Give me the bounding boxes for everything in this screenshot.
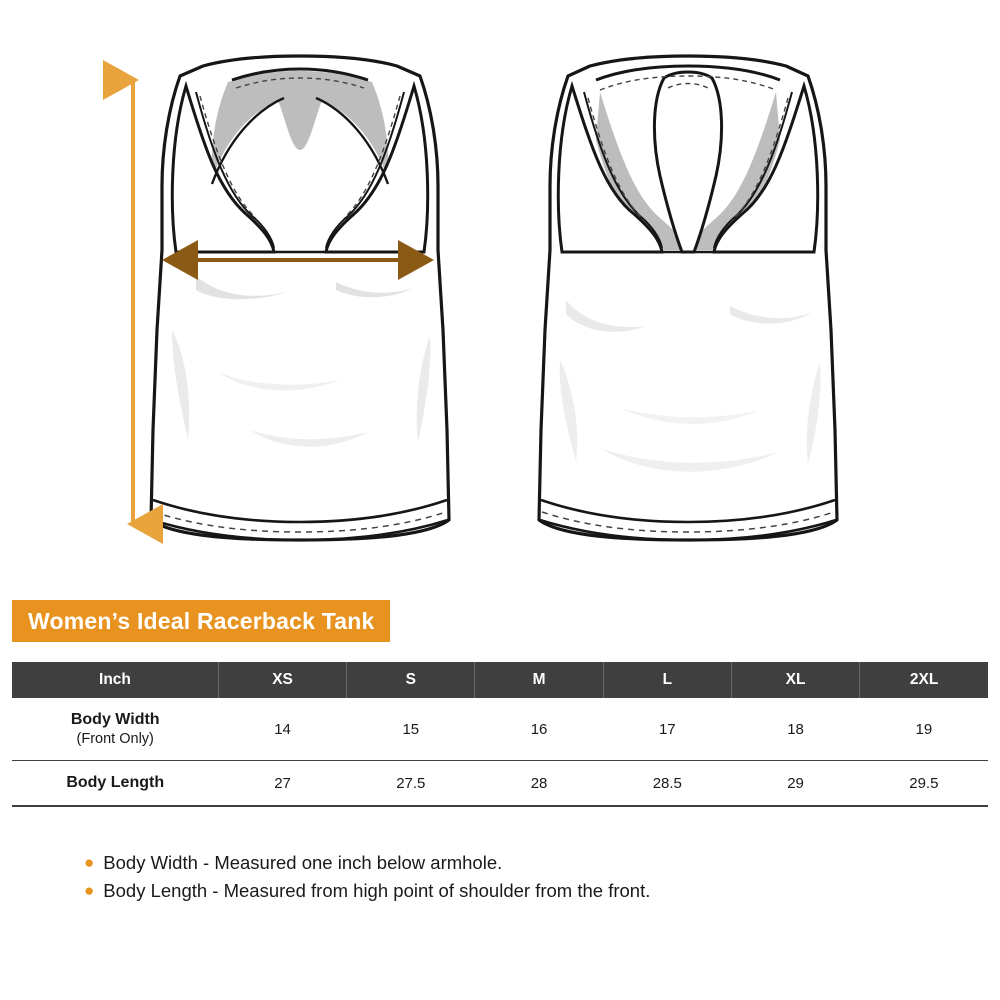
row-header-body-width [12, 698, 218, 761]
table-row [12, 761, 988, 807]
bullet-icon: ● [84, 853, 95, 872]
page-title-text: Women’s Ideal Racerback Tank [28, 607, 375, 634]
cell-body-width-s: 15 [347, 698, 475, 761]
note-item [84, 852, 964, 874]
note-item [84, 880, 964, 902]
tank-front-view [151, 56, 449, 540]
cell-body-length-xs: 27 [218, 761, 346, 807]
cell-body-length-2xl: 29.5 [860, 761, 988, 807]
cell-body-width-m: 16 [475, 698, 603, 761]
row-header-body-length: Body Length [12, 761, 218, 807]
bullet-icon: ● [84, 881, 95, 900]
page-title [12, 600, 390, 642]
note-text: Body Width - Measured one inch below armhole. [103, 852, 503, 873]
column-header-m: M [475, 662, 603, 698]
cell-body-width-2xl: 19 [860, 698, 988, 761]
row-sublabel: (Front Only) [76, 731, 154, 747]
column-header-xs: XS [218, 662, 346, 698]
table-header-row [12, 662, 988, 698]
cell-body-width-l: 17 [603, 698, 731, 761]
measurement-notes [84, 852, 964, 908]
column-header-2xl: 2XL [860, 662, 988, 698]
cell-body-width-xl: 18 [731, 698, 859, 761]
cell-body-length-xl: 29 [731, 761, 859, 807]
table-row [12, 698, 988, 761]
column-header-l: L [603, 662, 731, 698]
cell-body-length-l: 28.5 [603, 761, 731, 807]
row-label: Body Width [70, 711, 160, 728]
note-text: Body Length - Measured from high point of shoulder from the front. [103, 880, 651, 901]
column-header-unit: Inch [12, 662, 218, 698]
cell-body-width-xs: 14 [218, 698, 346, 761]
size-chart-table [12, 662, 988, 807]
cell-body-length-m: 28 [475, 761, 603, 807]
tank-back-view [539, 56, 837, 540]
cell-body-length-s: 27.5 [347, 761, 475, 807]
column-header-s: S [347, 662, 475, 698]
column-header-xl: XL [731, 662, 859, 698]
